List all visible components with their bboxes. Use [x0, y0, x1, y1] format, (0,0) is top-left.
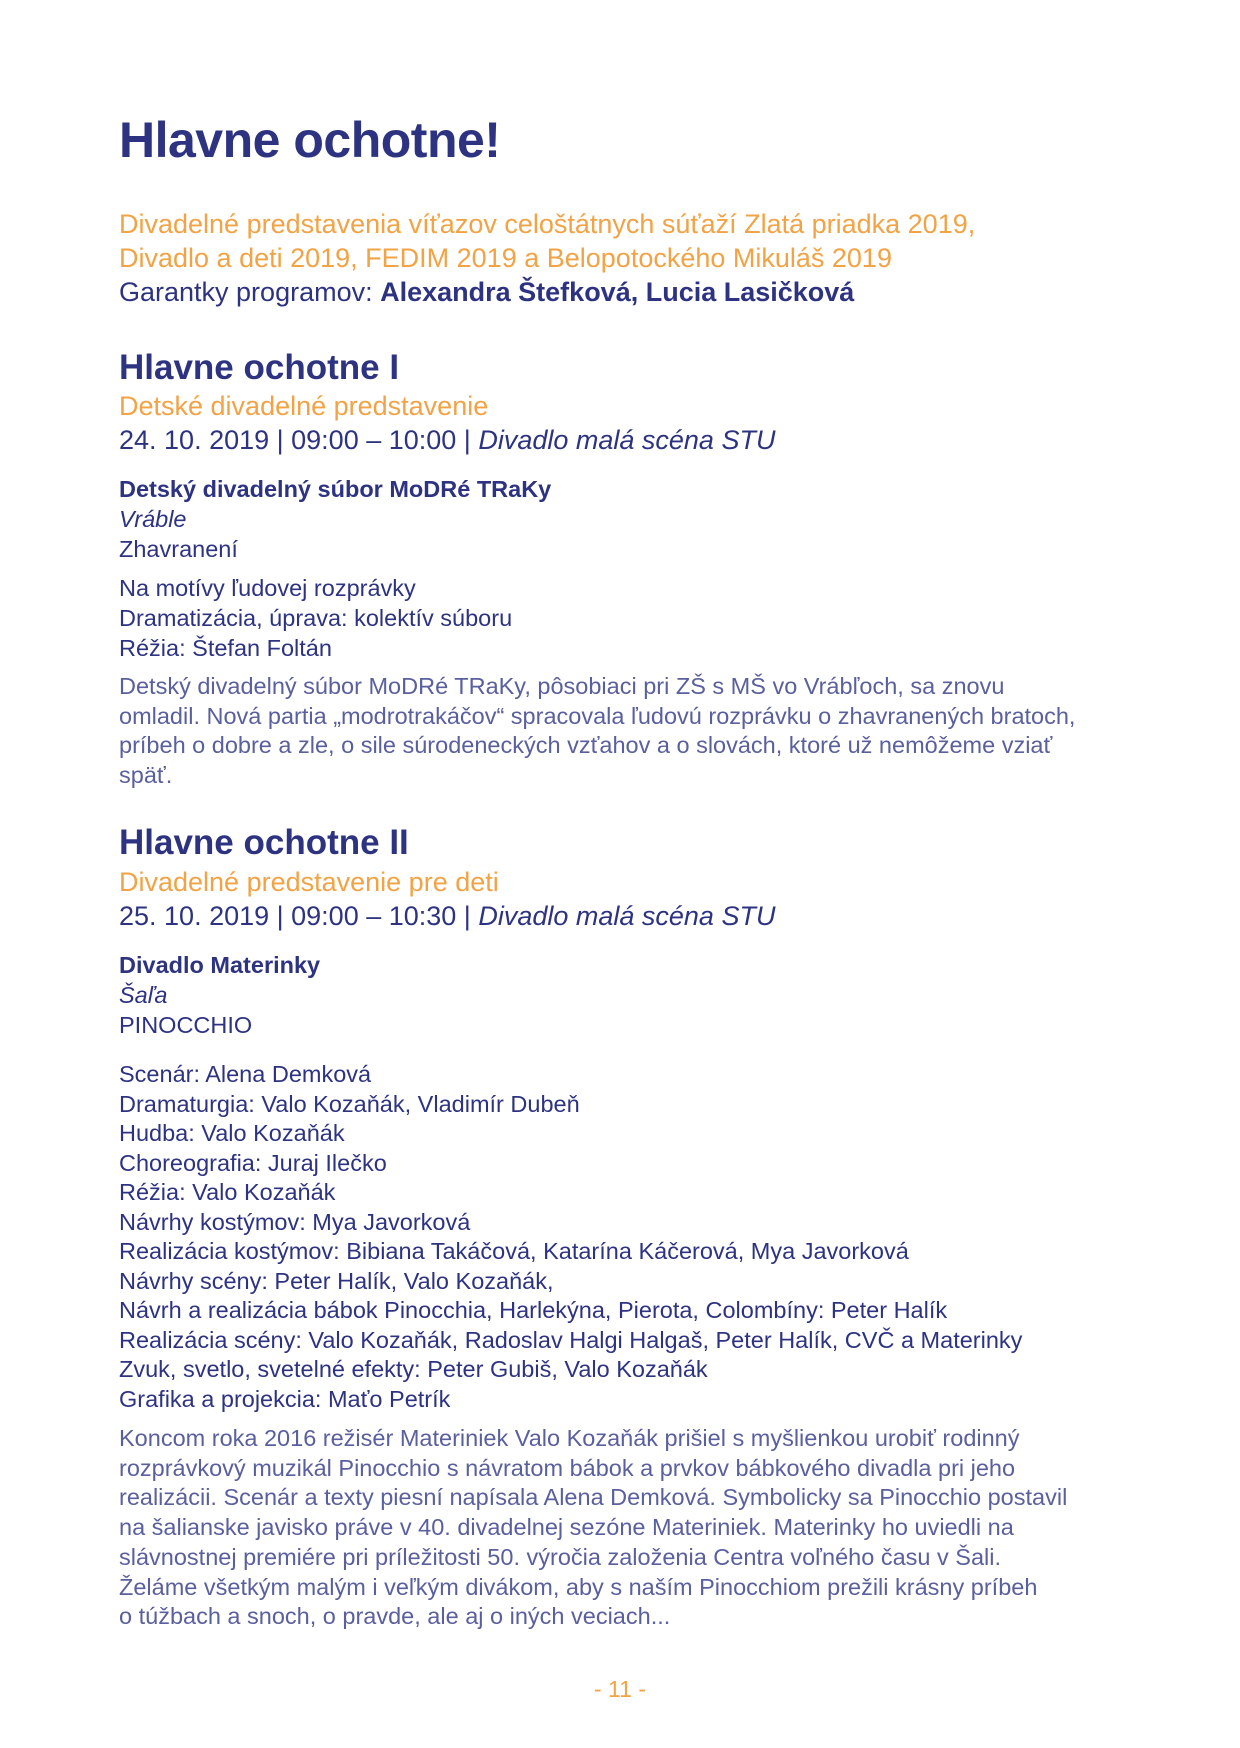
section1-ensemble: Detský divadelný súbor MoDRé TRaKy: [119, 476, 552, 502]
section1-description: [119, 672, 1129, 791]
page-title: Hlavne ochotne!: [119, 112, 501, 168]
section1-play: Zhavranení: [119, 536, 238, 562]
section1-date: 24. 10. 2019 | 09:00 – 10:00 |: [119, 425, 479, 455]
guarantors-label: Garantky programov:: [119, 277, 381, 307]
credit-line: Choreografia: Juraj Ilečko: [119, 1149, 387, 1176]
description-line: slávnostnej premiére pri príležitosti 50. výročia založenia Centra voľného času v Šali.: [119, 1543, 1001, 1570]
section1-datetime: [119, 424, 775, 457]
credit-line: Dramatizácia, úprava: kolektív súboru: [119, 605, 513, 631]
section2-datetime: [119, 900, 775, 933]
description-line: realizácii. Scenár a texty piesní napísala Alena Demková. Symbolicky sa Pinocchio postavil: [119, 1484, 1068, 1511]
description-line: Želáme všetkým malým i veľkým divákom, aby s naším Pinocchiom prežili krásny príbeh: [119, 1573, 1038, 1600]
credit-line: Realizácia scény: Valo Kozaňák, Radoslav Halgi Halgaš, Peter Halík, CVČ a Materinky: [119, 1326, 1023, 1353]
section2-credits: [119, 1060, 1022, 1414]
section2-ensemble: Divadlo Materinky: [119, 952, 321, 978]
credit-line: Réžia: Štefan Foltán: [119, 635, 332, 661]
page-number: - 11 -: [594, 1676, 646, 1702]
intro-line-2: Divadlo a deti 2019, FEDIM 2019 a Belopotockého Mikuláš 2019: [119, 243, 892, 273]
credit-line: Návrhy kostýmov: Mya Javorková: [119, 1208, 471, 1235]
credit-line: Réžia: Valo Kozaňák: [119, 1179, 336, 1205]
guarantors-names: Alexandra Štefková, Lucia Lasičková: [380, 277, 855, 307]
section2-town: Šaľa: [119, 982, 168, 1008]
section2-subtitle: Divadelné predstavenie pre deti: [119, 867, 499, 897]
credit-line: Hudba: Valo Kozaňák: [119, 1120, 345, 1146]
description-line: na šalianske javisko práve v 40. divadelnej sezóne Materiniek. Materinky ho uviedli na: [119, 1514, 1014, 1541]
section2-venue: Divadlo malá scéna STU: [478, 901, 776, 931]
credit-line: Grafika a projekcia: Maťo Petrík: [119, 1385, 451, 1412]
description-line: o túžbach a snoch, o pravde, ale aj o iných veciach...: [119, 1603, 671, 1630]
guarantors-line: [119, 276, 854, 309]
credit-line: Dramaturgia: Valo Kozaňák, Vladimír Dubeň: [119, 1090, 580, 1117]
description-line: omladil. Nová partia „modrotrakáčov“ spracovala ľudovú rozprávku o zhavranených bratoch,: [119, 702, 1076, 729]
intro-line-1: Divadelné predstavenia víťazov celoštátnych súťaží Zlatá priadka 2019,: [119, 209, 976, 239]
credit-line: Zvuk, svetlo, svetelné efekty: Peter Gubiš, Valo Kozaňák: [119, 1356, 708, 1382]
credit-line: Realizácia kostýmov: Bibiana Takáčová, Katarína Káčerová, Mya Javorková: [119, 1238, 909, 1264]
credit-line: Návrh a realizácia bábok Pinocchia, Harlekýna, Pierota, Colombíny: Peter Halík: [119, 1297, 948, 1323]
section2-heading: Hlavne ochotne II: [119, 823, 409, 862]
description-line: príbeh o dobre a zle, o sile súrodeneckých vzťahov a o slovách, ktoré už nemôžeme vziať: [119, 732, 1053, 759]
section1-town: Vráble: [119, 506, 187, 532]
section2-date: 25. 10. 2019 | 09:00 – 10:30 |: [119, 901, 479, 931]
section1-subtitle: Detské divadelné predstavenie: [119, 391, 489, 421]
description-line: rozprávkový muzikál Pinocchio s návratom bábok a prvkov bábkového divadla pri jeho: [119, 1454, 1016, 1481]
section1-venue: Divadlo malá scéna STU: [478, 425, 776, 455]
credit-line: Scenár: Alena Demková: [119, 1061, 372, 1087]
description-line: Koncom roka 2016 režisér Materiniek Valo Kozaňák prišiel s myšlienkou urobiť rodinný: [119, 1425, 1020, 1451]
section2-play: PINOCCHIO: [119, 1012, 253, 1038]
description-line: späť.: [119, 762, 173, 789]
description-line: Detský divadelný súbor MoDRé TRaKy, pôsobiaci pri ZŠ s MŠ vo Vrábľoch, sa znovu: [119, 673, 1005, 699]
section1-heading: Hlavne ochotne I: [119, 348, 400, 387]
section1-credits: [119, 573, 512, 663]
section2-description: [119, 1424, 1129, 1632]
credit-line: Na motívy ľudovej rozprávky: [119, 575, 416, 601]
credit-line: Návrhy scény: Peter Halík, Valo Kozaňák,: [119, 1267, 554, 1294]
